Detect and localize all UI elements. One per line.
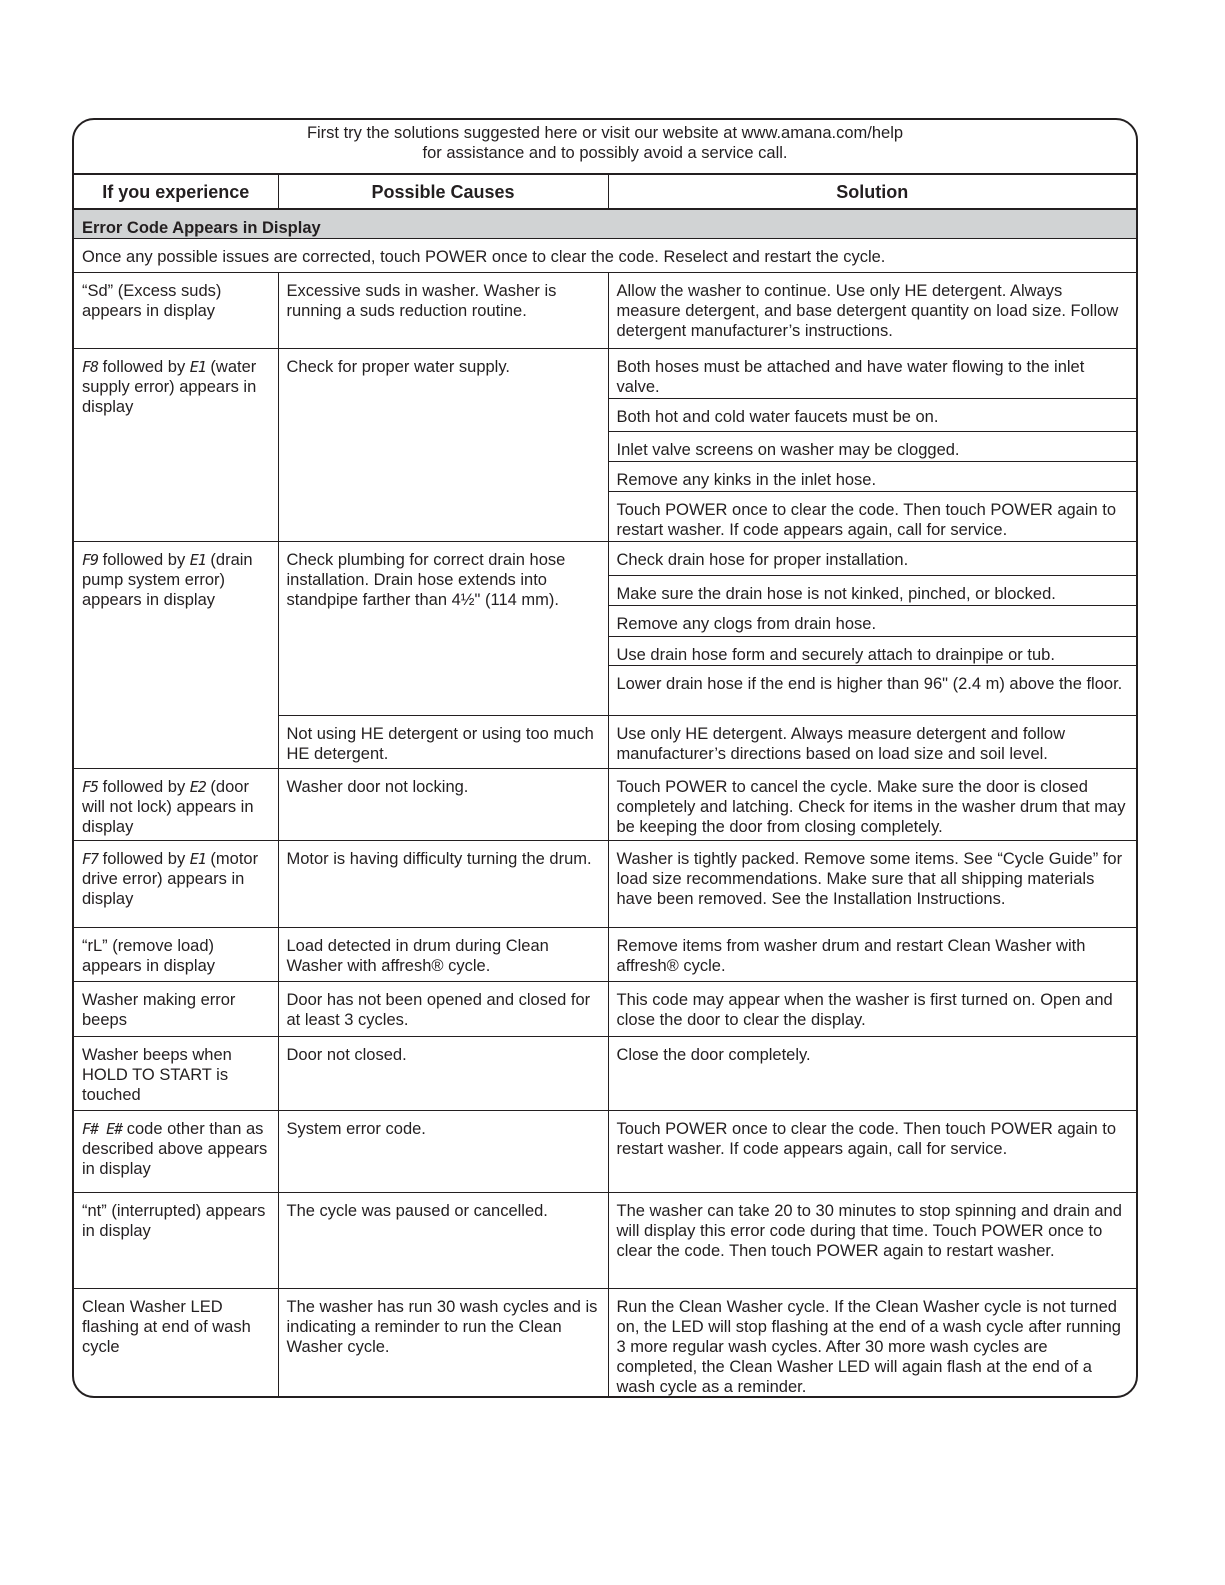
experience-cell bbox=[74, 841, 278, 928]
experience-cell: Washer making error beeps bbox=[74, 982, 278, 1037]
error-code: F8 bbox=[82, 358, 99, 376]
cause-cell: Door has not been opened and closed for at least 3 cycles. bbox=[278, 982, 608, 1037]
solution-cell: Check drain hose for proper installation. bbox=[608, 542, 1136, 576]
table-row bbox=[74, 542, 1136, 576]
experience-cell bbox=[74, 542, 278, 769]
solution-cell: Remove any kinks in the inlet hose. bbox=[608, 462, 1136, 492]
experience-text: followed by bbox=[98, 850, 190, 868]
header-row bbox=[74, 175, 1136, 209]
error-code: E1 bbox=[189, 850, 206, 868]
solution-cell: Close the door completely. bbox=[608, 1037, 1136, 1111]
solution-cell: The washer can take 20 to 30 minutes to stop spinning and drain and will display this error code during that time. Touch POWER once to clear the code. Then touch POWER again to restart washer. bbox=[608, 1193, 1136, 1289]
intro-line-2: for assistance and to possibly avoid a service call. bbox=[422, 144, 788, 162]
cause-cell: System error code. bbox=[278, 1111, 608, 1193]
cause-cell: Motor is having difficulty turning the drum. bbox=[278, 841, 608, 928]
error-code: F5 bbox=[82, 778, 99, 796]
table-row bbox=[74, 273, 1136, 349]
experience-cell: “nt” (interrupted) appears in display bbox=[74, 1193, 278, 1289]
cause-cell: Excessive suds in washer. Washer is running a suds reduction routine. bbox=[278, 273, 608, 349]
cause-cell: The cycle was paused or cancelled. bbox=[278, 1193, 608, 1289]
cause-cell: Door not closed. bbox=[278, 1037, 608, 1111]
troubleshooting-table bbox=[74, 175, 1136, 1398]
table-row bbox=[74, 349, 1136, 399]
solution-cell: This code may appear when the washer is first turned on. Open and close the door to clear the display. bbox=[608, 982, 1136, 1037]
experience-cell: “Sd” (Excess suds) appears in display bbox=[74, 273, 278, 349]
table-row bbox=[74, 769, 1136, 841]
header-solution: Solution bbox=[608, 175, 1136, 209]
solution-cell: Both hot and cold water faucets must be on. bbox=[608, 399, 1136, 432]
solution-cell: Both hoses must be attached and have water flowing to the inlet valve. bbox=[608, 349, 1136, 399]
table-row bbox=[74, 841, 1136, 928]
solution-cell: Lower drain hose if the end is higher than 96" (2.4 m) above the floor. bbox=[608, 666, 1136, 716]
header-causes: Possible Causes bbox=[278, 175, 608, 209]
solution-cell: Remove items from washer drum and restart Clean Washer with affresh® cycle. bbox=[608, 928, 1136, 982]
cause-cell: Not using HE detergent or using too much HE detergent. bbox=[278, 716, 608, 769]
error-code: F7 bbox=[82, 850, 99, 868]
experience-text: (water supply error) appears in display bbox=[82, 358, 257, 416]
solution-cell: Touch POWER once to clear the code. Then touch POWER again to restart washer. If code appears again, call for service. bbox=[608, 492, 1136, 542]
experience-cell bbox=[74, 769, 278, 841]
intro-line-1: First try the solutions suggested here or visit our website at www.amana.com/help bbox=[306, 124, 904, 142]
troubleshooting-table-frame bbox=[72, 118, 1138, 1398]
experience-text: (door will not lock) appears in display bbox=[82, 778, 254, 836]
section-note: Once any possible issues are corrected, touch POWER once to clear the code. Reselect and restart the cycle. bbox=[74, 239, 1136, 273]
section-note-row bbox=[74, 239, 1136, 273]
solution-cell: Touch POWER to cancel the cycle. Make sure the door is closed completely and latching. Check for items in the washer drum that may be keeping the door from closing completely. bbox=[608, 769, 1136, 841]
error-code: F# E# bbox=[82, 1120, 123, 1138]
solution-cell: Touch POWER once to clear the code. Then touch POWER again to restart washer. If code appears again, call for service. bbox=[608, 1111, 1136, 1193]
cause-cell: Check for proper water supply. bbox=[278, 349, 608, 542]
table-row bbox=[74, 1289, 1136, 1399]
intro-text bbox=[74, 120, 1136, 175]
experience-text: followed by bbox=[98, 358, 190, 376]
solution-cell: Remove any clogs from drain hose. bbox=[608, 606, 1136, 637]
solution-cell: Inlet valve screens on washer may be clogged. bbox=[608, 432, 1136, 462]
cause-cell: Load detected in drum during Clean Washer with affresh® cycle. bbox=[278, 928, 608, 982]
table-row bbox=[74, 982, 1136, 1037]
error-code: E2 bbox=[189, 778, 206, 796]
section-title: Error Code Appears in Display bbox=[74, 209, 1136, 239]
section-header-row bbox=[74, 209, 1136, 239]
table-row bbox=[74, 1037, 1136, 1111]
solution-cell: Allow the washer to continue. Use only HE detergent. Always measure detergent, and base detergent quantity on load size. Follow detergent manufacturer’s instructions. bbox=[608, 273, 1136, 349]
experience-cell bbox=[74, 349, 278, 542]
cause-cell: Check plumbing for correct drain hose installation. Drain hose extends into standpipe farther than 4½" (114 mm). bbox=[278, 542, 608, 716]
header-experience: If you experience bbox=[74, 175, 278, 209]
experience-cell bbox=[74, 1111, 278, 1193]
table-row bbox=[74, 1111, 1136, 1193]
solution-cell: Run the Clean Washer cycle. If the Clean Washer cycle is not turned on, the LED will stop flashing at the end of a wash cycle after running 3 more regular wash cycles. After 30 more wash cycles are completed, the Clean Washer LED will again flash at the end of a wash cycle as a reminder. bbox=[608, 1289, 1136, 1399]
solution-cell: Use only HE detergent. Always measure detergent and follow manufacturer’s directions based on load size and soil level. bbox=[608, 716, 1136, 769]
experience-text: (drain pump system error) appears in display bbox=[82, 551, 253, 609]
cause-cell: The washer has run 30 wash cycles and is indicating a reminder to run the Clean Washer cycle. bbox=[278, 1289, 608, 1399]
cause-cell: Washer door not locking. bbox=[278, 769, 608, 841]
experience-cell: Clean Washer LED flashing at end of wash cycle bbox=[74, 1289, 278, 1399]
experience-text: code other than as described above appears in display bbox=[82, 1120, 268, 1178]
error-code: F9 bbox=[82, 551, 99, 569]
solution-cell: Make sure the drain hose is not kinked, pinched, or blocked. bbox=[608, 576, 1136, 606]
experience-text: followed by bbox=[98, 551, 190, 569]
experience-cell: “rL” (remove load) appears in display bbox=[74, 928, 278, 982]
solution-cell: Washer is tightly packed. Remove some items. See “Cycle Guide” for load size recommendations. Make sure that all shipping materials have been removed. See the Installation Instructions. bbox=[608, 841, 1136, 928]
error-code: E1 bbox=[189, 358, 206, 376]
experience-text: (motor drive error) appears in display bbox=[82, 850, 259, 908]
table-row bbox=[74, 928, 1136, 982]
experience-text: followed by bbox=[98, 778, 190, 796]
table-row bbox=[74, 1193, 1136, 1289]
experience-cell: Washer beeps when HOLD TO START is touched bbox=[74, 1037, 278, 1111]
solution-cell: Use drain hose form and securely attach to drainpipe or tub. bbox=[608, 637, 1136, 666]
error-code: E1 bbox=[189, 551, 206, 569]
